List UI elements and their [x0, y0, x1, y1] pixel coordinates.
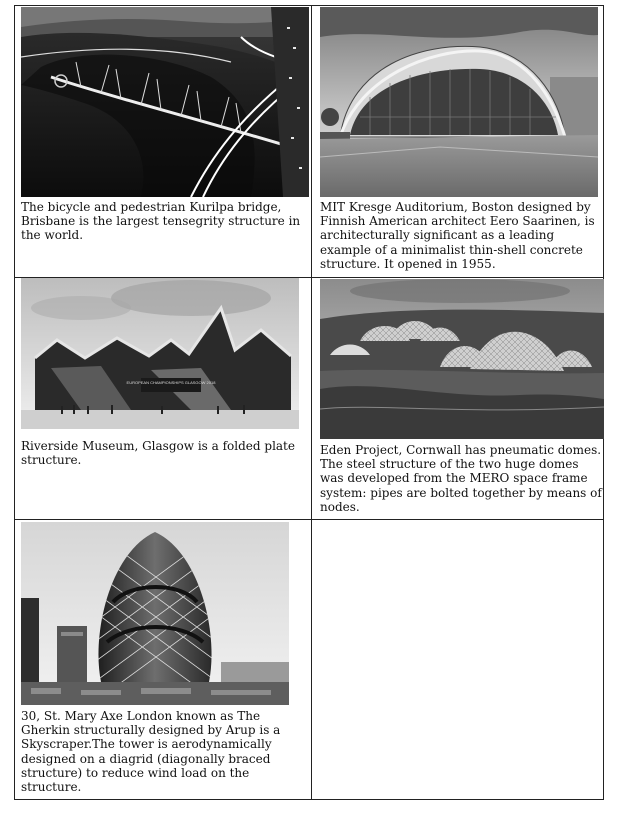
- caption-eden: Eden Project, Cornwall has pneumatic domes. The steel structure of the two huge domes was developed from the MERO space frame system: pipes are bolted together by means of nodes.: [320, 443, 602, 514]
- table-cell-gherkin: [15, 520, 311, 801]
- kurilpa-bridge-photo: [21, 7, 309, 197]
- table-cell-empty: [312, 520, 605, 801]
- caption-kresge: MIT Kresge Auditorium, Boston designed by Finnish American architect Eero Saarinen, is architecturally significant as a leading example of a minimalist thin-shell concrete structure. It opened in 1955.: [320, 200, 595, 271]
- riverside-banner-text: EUROPEAN CHAMPIONSHIPS GLASGOW 2018: [126, 380, 216, 385]
- kresge-auditorium-photo: [320, 7, 598, 197]
- table-cell-eden: [312, 278, 605, 519]
- riverside-museum-photo: [21, 278, 299, 429]
- table-cell-riverside: [15, 278, 311, 519]
- gherkin-photo: [21, 522, 289, 705]
- photo-table: [14, 5, 604, 800]
- caption-riverside: Riverside Museum, Glasgow is a folded plate structure.: [21, 439, 295, 468]
- caption-kurilpa: The bicycle and pedestrian Kurilpa bridge, Brisbane is the largest tensegrity structure in the world.: [21, 200, 301, 243]
- table-cell-kresge: [312, 6, 605, 277]
- eden-project-photo: [320, 279, 604, 439]
- caption-gherkin: 30, St. Mary Axe London known as The Gherkin structurally designed by Arup is a Skyscraper.The tower is aerodynamically designed on a diagrid (diagonally braced structure) to reduce wind load on the structure.: [21, 709, 281, 795]
- table-cell-kurilpa: [15, 6, 311, 277]
